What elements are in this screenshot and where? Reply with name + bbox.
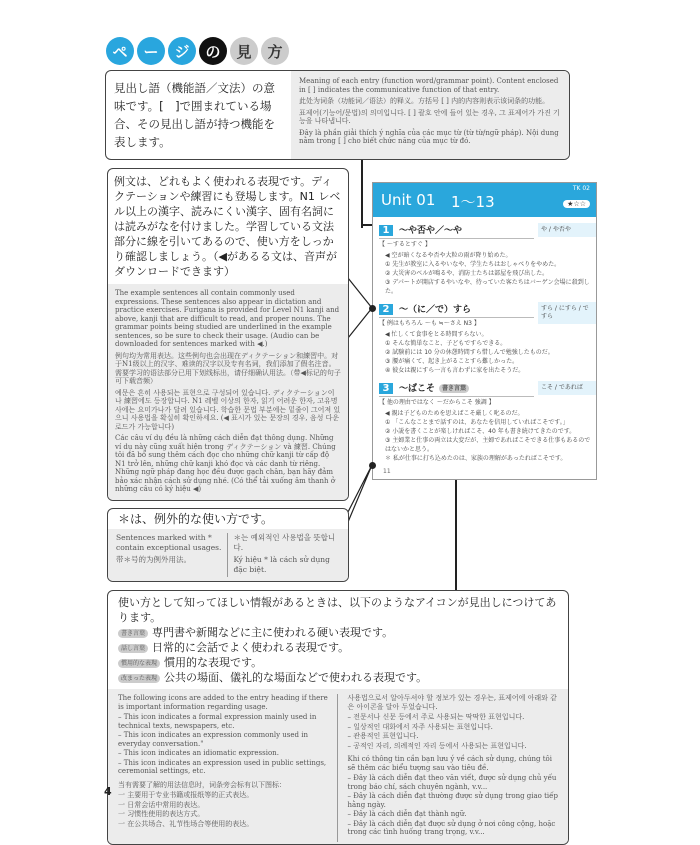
formula-panel (538, 223, 596, 237)
entry-title: 〜ばこそ (399, 384, 436, 394)
usage-note-line: – Đây là cách diễn đạt thường được sử dụng trong giao tiếp hằng ngày. (347, 792, 558, 809)
example-sentences-zh: 例句均为常用表达。这些例句也会出现在ディクテーション和練習中。对于N1级以上的汉字、难读的汉字以及专有名词，我们添加了假名注音。需要学习的语法部分已用下划线标出，请仔细确认用法。（带◀标记的句子可下载音频） (115, 351, 341, 385)
usage-icon-desc: 公共の場面、儀礼的な場面などで使われる表現です。 (164, 671, 428, 684)
example-sentence: ◀ 親は子どものためを思えばこそ厳しく叱るのだ。 (385, 410, 524, 417)
usage-note-line: – Đây là cách diễn đạt thành ngữ. (347, 810, 467, 818)
example-sentence: ◀ 空が暗くなるや否や大粒の雨が降り始めた。 (385, 252, 512, 259)
usage-icon-row (118, 640, 558, 655)
usage-note-line: – 전문서나 신문 등에서 주로 사용되는 딱딱한 표현입니다. (347, 713, 525, 721)
example-sentences-box (107, 168, 349, 501)
usage-icon-desc: 日常的に会話でよく使われる表現です。 (152, 641, 350, 654)
title-char: ジ (168, 37, 196, 65)
headword-meaning-box (105, 70, 570, 160)
headword-meaning-vi: Đây là phần giải thích ý nghĩa của các mục từ (từ từ/ngữ pháp). Nội dung nằm trong [ ] cho biết chức năng của mục từ đó. (299, 128, 559, 145)
title-char: ー (137, 37, 165, 65)
formula: や / や否や (541, 226, 571, 233)
exception-en: Sentences marked with * contain exceptional usages. (116, 533, 222, 552)
unit-range: 1〜13 (451, 193, 495, 211)
usage-icon-row (118, 625, 558, 640)
title-char: 方 (261, 37, 289, 65)
grammar-entry (379, 381, 596, 463)
entry-meaning: 【 他の理由ではなく 〜だからこそ 強調 】 (379, 399, 495, 406)
exception-vi: Ký hiệu * là cách sử dụng đặc biệt. (233, 555, 330, 574)
entry-tag: 書き言葉 (439, 384, 469, 393)
usage-note-line: 当有需要了解的用法信息时，词条旁会标有以下图标： (118, 780, 286, 789)
usage-note-line: – This icon indicates a formal expression mainly used in technical texts, newspapers, etc. (118, 713, 317, 730)
formal-tag: 改まった表現 (118, 674, 160, 683)
headword-meaning-en: Meaning of each entry (function word/grammar point). Content enclosed in [ ] indicates the communicative function of that entry. (299, 77, 559, 94)
entry-meaning: 【 例はもちろん 〜も ≒〜さえ N3 】 (379, 320, 480, 327)
usage-icon-row (118, 655, 558, 670)
title-char: の (199, 37, 227, 65)
example-sentence: ＊ 私が仕事に打ち込めたのは、家族の理解があったればこそです。 (385, 455, 567, 462)
example-sentences-ko: 예문은 흔히 사용되는 표현으로 구성되어 있습니다. ディクテーション이나 練習에도 등장합니다. N1 레벨 이상의 한자, 읽기 어려운 한자, 고유명사에는 요미가나가 달려 있습니다. 학습한 문법 부분에는 밑줄이 그어져 있으니 사용법을 확실히 확인하세요. (◀ 표시가 있는 문장의 경우, 음성 다운로드가 가능합니다) (115, 388, 341, 431)
example-sentence: ④ 彼女は親にすら一言も言わずに家を出たそうだ。 (385, 367, 525, 374)
example-sentences-jp: 例文は、どれもよく使われる表現です。ディクテーションや練習にも登場します。N1 レベル以上の漢字、読みにくい漢字、固有名詞には読みがなを付けました。学習している文法部分に線を引いてあるので、使い方をしっかり確認しましょう。（◀があるる文は、音声がダウンロードできます） (114, 175, 341, 278)
usage-icons-box (107, 590, 569, 845)
entry-number: 2 (379, 304, 393, 315)
unit-label: Unit 01 (381, 191, 436, 209)
formula: こそ / であれば (541, 384, 583, 391)
usage-icon-row (118, 670, 558, 685)
unit-header (373, 183, 596, 217)
example-sentence: ① そんな簡単なこと、子どもですらできる。 (385, 340, 507, 347)
example-sentences-en: The example sentences all contain commonly used expressions. These sentences also appear in dictation and practice exercises. Furigana is provided for Level N1 kanji and above, kanji that are difficult to read, and proper nouns. The grammar points being studied are underlined in the example sentences, so be sure to check their usage. (Audio can be downloaded for sentences marked with ◀.) (115, 289, 340, 348)
usage-note-line: – This icon indicates an idiomatic expression. (118, 749, 279, 757)
formula-panel (538, 381, 596, 395)
grammar-entry (379, 302, 596, 375)
difficulty-rating: ★☆☆ (563, 200, 590, 208)
example-sentence: ③ 腰が痛くて、起き上がることすら難しかった。 (385, 358, 519, 365)
written-language-tag: 書き言葉 (118, 629, 148, 638)
usage-note-line: – 관용적인 표현입니다. (347, 732, 419, 740)
headword-meaning-jp: 見出し語（機能語／文法）の意味です。[ ]で囲まれている場合、その見出し語が持つ機能を表します。 (114, 81, 275, 149)
title-char: 見 (230, 37, 258, 65)
exception-box (107, 508, 349, 582)
sample-page-number: 11 (383, 468, 391, 475)
grammar-entry (379, 223, 596, 296)
usage-note-line: 一 在公共场合、礼节性场合等使用的表达。 (118, 819, 254, 828)
usage-note-line: 一 日常会话中常用的表达。 (118, 800, 205, 809)
entry-number: 1 (379, 225, 393, 236)
formula: すら / にすら / ですら (541, 305, 589, 320)
usage-note-line: – Đây là cách diễn đạt được sử dụng ở nơi công cộng, hoặc trong các tình huống trang trọng, v.v... (347, 819, 556, 836)
example-sentence: ③ 主婦業と仕事の両立は大変だが、主婦であればこそできる仕事もあるのではないかと思う。 (385, 437, 591, 453)
usage-note-line: Khi có thông tin cần bạn lưu ý về cách sử dụng, chúng tôi sẽ thêm các biểu tượng sau vào tiêu đề. (347, 755, 552, 772)
idiomatic-tag: 慣用的な表現 (118, 659, 160, 668)
usage-note-line: 一 主要用于专业书籍或报纸等的正式表达。 (118, 791, 254, 799)
example-sentence: ② 試験前には 10 分の休憩時間すら惜しんで勉強したものだ。 (385, 349, 554, 356)
entry-title: 〜（に／で）すら (399, 305, 472, 315)
entry-meaning: 【 〜するとすぐ 】 (379, 241, 431, 248)
example-sentence: ③ デパートが開店するやいなや、待っていた客たちはバーゲン会場に殺到した。 (385, 279, 590, 295)
exception-jp: ＊は、例外的な使い方です。 (118, 512, 274, 526)
page-number: 4 (104, 785, 112, 798)
spoken-language-tag: 話し言葉 (118, 644, 148, 653)
formula-panel (538, 302, 596, 324)
usage-note-line: – Đây là cách diễn đạt theo văn viết, được sử dụng chủ yếu trong báo chí, sách chuyên ngành, v.v... (347, 774, 557, 791)
example-sentences-vi: Các câu ví dụ đều là những cách diễn đạt thông dụng. Những ví dụ này cũng xuất hiện trong ディクテーション và 練習. Chúng tôi đã bổ sung thêm cách đọc cho những chữ kanji từ cấp độ N1 trở lên, những chữ kanji khó đọc và các danh từ riêng. Những ngữ pháp đang học đều được gạch chân, bạn hãy đảm bảo xác nhận cách sử dụng nhé. (Có thể tải xuống âm thanh ở những câu có ký hiệu ◀) (115, 434, 336, 493)
example-sentence: ① 「こんなことまで話すのは、あなたを信用していればこそです。」 (385, 419, 569, 426)
connector-dot (369, 462, 376, 469)
entry-title: 〜や否や／〜や (399, 226, 463, 236)
entry-number: 3 (379, 383, 393, 394)
usage-note-line: 一 习惯性使用的表达方式。 (118, 810, 205, 818)
example-sentence: ① 先生が教室に入るやいなや、学生たちはおしゃべりをやめた。 (385, 261, 561, 268)
usage-note-line: – This icon indicates an expression used in public settings, ceremonial settings, etc. (118, 758, 327, 775)
usage-icons-intro: 使い方として知ってほしい情報があるときは、以下のようなアイコンが見出しにつけてあります。 (118, 596, 557, 624)
exception-zh: 带＊号的为例外用法。 (116, 555, 191, 564)
example-sentence: ② 小説を書くことが楽しければこそ、40 年も書き続けてきたのです。 (385, 428, 576, 435)
sample-page-preview (372, 182, 597, 480)
exception-ko: ＊는 예외적인 사용법을 뜻합니다. (233, 533, 336, 552)
connector-dot (369, 305, 376, 312)
usage-note-line: – This icon indicates an expression commonly used in everyday conversation." (118, 731, 308, 748)
usage-icon-desc: 専門書や新聞などに主に使われる硬い表現です。 (152, 626, 394, 639)
example-sentence: ② 大災害のベルが鳴るや、消防士たちは部屋を飛び出した。 (385, 270, 549, 277)
audio-track: TK 02 (572, 185, 590, 192)
usage-note-line: – 일상적인 대화에서 자주 사용되는 표현입니다. (347, 722, 493, 731)
usage-note-line: – 공적인 자리, 의례적인 자리 등에서 사용되는 표현입니다. (347, 741, 527, 750)
title-char: ペ (106, 37, 134, 65)
headword-meaning-zh: 此处为词条（功能词／语法）的释义。方括号 [ ] 内的内容则表示该词条的功能。 (299, 97, 550, 105)
usage-note-line: The following icons are added to the entry heading if there is important information regarding usage. (118, 694, 328, 711)
usage-icon-desc: 慣用的な表現です。 (164, 656, 263, 669)
example-sentence: ◀ 忙しくて食事をとる時間すらない。 (385, 331, 488, 338)
usage-note-line: 사용법으로서 알아두셔야 할 정보가 있는 경우는, 표제어에 아래와 같은 아이콘을 달아 두었습니다. (347, 694, 557, 711)
headword-meaning-ko: 표제어(기능어/문법)의 의미입니다. [ ] 괄호 안에 들어 있는 경우, 그 표제어가 가진 기능을 나타냅니다. (299, 108, 560, 125)
